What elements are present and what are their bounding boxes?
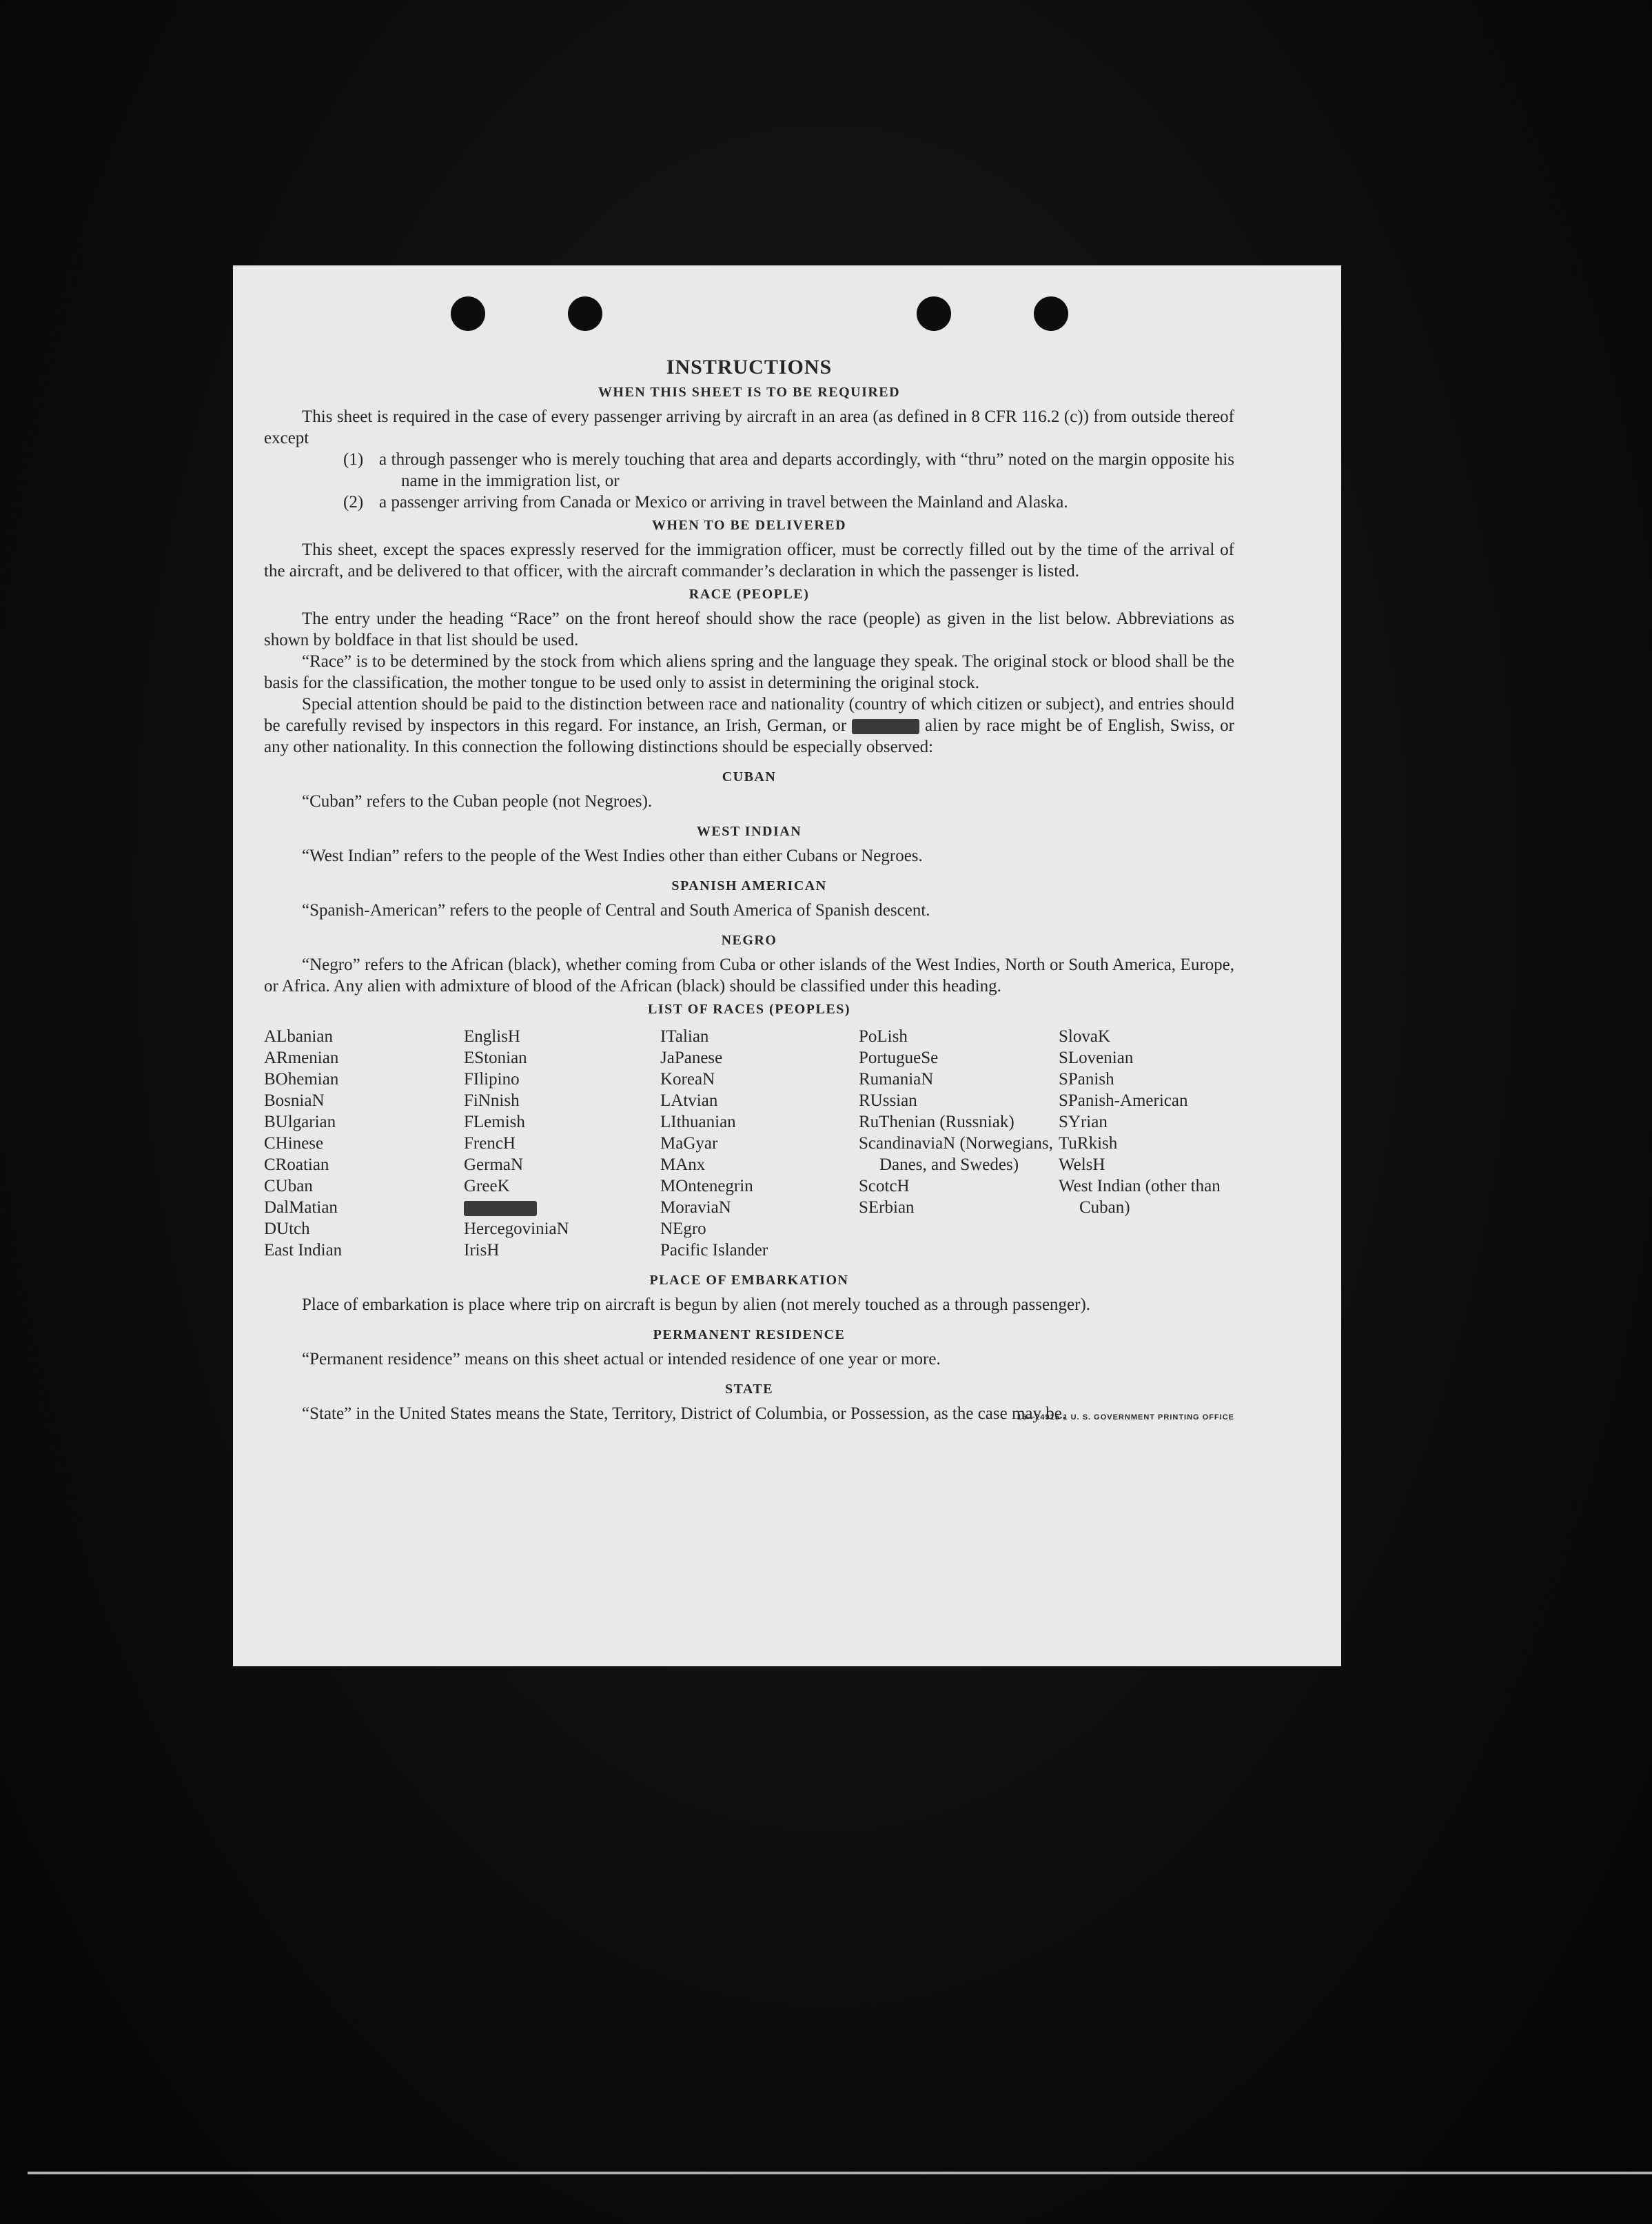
race-entry: RuThenian (Russniak) [859,1113,1014,1131]
film-edge-line [28,2172,1652,2174]
race-column [264,1026,464,1261]
race-entry: DUtch [264,1220,310,1238]
race-entry: NEgro [660,1220,706,1238]
item-number: (1) [343,450,364,469]
race-entry: IrisH [464,1241,500,1260]
race-entry: GermaN [464,1155,524,1174]
item-text: a passenger arriving from Canada or Mexico or arriving in travel between the Mainland and Alaska. [379,493,1068,512]
punch-hole [568,296,602,331]
required-intro: This sheet is required in the case of every passenger arriving by aircraft in an area (as defined in 8 CFR 116.2 (c)) from outside thereof except [264,407,1234,447]
race-paragraph-1: The entry under the heading “Race” on the front hereof should show the race (people) as given in the list below. Abbreviations as shown by boldface in that list should be used. [264,609,1234,649]
race-entry: MAnx [660,1155,706,1174]
race-paragraph-3: Special attention should be paid to the distinction between race and nationality (country of which citizen or subject), and entries should be carefully revised by inspectors in this regard. For instance, an Irish, German, or alien by race might be of English, Swiss, or any other nationality. In this connection the following distinctions should be especially observed: [264,695,1235,756]
sheet-content [264,355,1234,1424]
spanish-american-text: “Spanish-American” refers to the people of Central and South America of Spanish descent. [302,901,930,920]
race-entry: MaGyar [660,1134,718,1153]
race-column [660,1026,859,1261]
race-column [859,1026,1059,1261]
race-paragraph-2: “Race” is to be determined by the stock from which aliens spring and the language they speak. The original stock or blood shall be the basis for the classification, the mother tongue to be used only to assist in determining the original stock. [264,652,1234,692]
race-entry: ScandinaviaN (Norwegians, Danes, and Swedes) [859,1134,1053,1174]
heading-required: WHEN THIS SHEET IS TO BE REQUIRED [598,385,901,400]
item-text: a through passenger who is merely touching that area and departs accordingly, with “thru” noted on the margin opposite his name in the immigration list, or [379,450,1234,490]
race-entry: EStonian [464,1049,527,1067]
heading-race-list: LIST OF RACES (PEOPLES) [647,1002,850,1017]
heading-embarkation: PLACE OF EMBARKATION [649,1273,849,1288]
required-item [343,449,1234,492]
race-entry: JaPanese [660,1049,723,1067]
heading-cuban: CUBAN [722,769,777,785]
race-entry: West Indian (other than Cuban) [1059,1177,1221,1217]
race-entry: ITalian [660,1027,709,1046]
race-entry: GreeK [464,1177,510,1195]
race-entry: BUlgarian [264,1113,336,1131]
cuban-text: “Cuban” refers to the Cuban people (not Negroes). [302,792,653,811]
race-entry: EnglisH [464,1027,520,1046]
race-entry: FiNnish [464,1091,520,1110]
race-entry: CRoatian [264,1155,329,1174]
race-entry: SPanish-American [1059,1091,1188,1110]
race-column [464,1026,660,1261]
race-entry: Pacific Islander [660,1241,768,1260]
race-entry: FIlipino [464,1070,520,1089]
race-entry: BosniaN [264,1091,325,1110]
race-entry: FLemish [464,1113,525,1131]
race-entry: FrencH [464,1134,516,1153]
heading-negro: NEGRO [721,933,777,948]
race-entry: ALbanian [264,1027,333,1046]
heading-residence: PERMANENT RESIDENCE [653,1327,846,1342]
race-entry: HercegoviniaN [464,1220,569,1238]
instruction-sheet [233,265,1341,1666]
race-entry: SYrian [1059,1113,1108,1131]
race-entry: SPanish [1059,1070,1114,1089]
race-entry: CHinese [264,1134,324,1153]
negro-text: “Negro” refers to the African (black), whether coming from Cuba or other islands of the West Indies, North or South America, Europe, or Africa. Any alien with admixture of blood of the African (black) should be classified under this heading. [264,956,1234,995]
residence-text: “Permanent residence” means on this sheet actual or intended residence of one year or more. [302,1350,941,1368]
race-entry: CUban [264,1177,313,1195]
punch-hole [451,296,485,331]
race-entry: RUssian [859,1091,917,1110]
redaction-mark [464,1201,537,1216]
west-indian-text: “West Indian” refers to the people of the West Indies other than either Cubans or Negroes. [302,847,923,865]
punch-hole [917,296,951,331]
race-entry: MoraviaN [660,1198,731,1217]
race-entry: MOntenegrin [660,1177,753,1195]
printing-office-imprint: 16—24915-1 U. S. GOVERNMENT PRINTING OFFICE [1017,1413,1234,1422]
race-entry: ARmenian [264,1049,339,1067]
embarkation-text: Place of embarkation is place where trip on aircraft is begun by alien (not merely touched as a through passenger). [302,1295,1091,1314]
redaction-mark [852,719,919,734]
race-entry: BOhemian [264,1070,339,1089]
race-entry: East Indian [264,1241,343,1260]
heading-west-indian: WEST INDIAN [696,824,802,839]
heading-delivered: WHEN TO BE DELIVERED [651,518,847,533]
race-entry: WelsH [1059,1155,1105,1174]
punch-hole [1034,296,1068,331]
race-entry: PortugueSe [859,1049,939,1067]
race-entry: LIthuanian [660,1113,736,1131]
race-entry: DalMatian [264,1198,338,1217]
race-entry: KoreaN [660,1070,715,1089]
race-entry: TuRkish [1059,1134,1118,1153]
heading-state: STATE [724,1382,774,1397]
state-text: “State” in the United States means the State, Territory, District of Columbia, or Possession, as the case may be. [302,1404,1067,1423]
race-entry [464,1197,660,1218]
heading-race: RACE (PEOPLE) [689,587,810,602]
race-list-table [264,1026,1234,1261]
race-entry: SErbian [859,1198,915,1217]
race-column [1059,1026,1234,1261]
page-title: INSTRUCTIONS [666,356,833,378]
delivered-text: This sheet, except the spaces expressly reserved for the immigration officer, must be correctly filled out by the time of the arrival of the aircraft, and be delivered to that officer, with the aircraft commander’s declaration in which the passenger is listed. [264,540,1234,580]
item-number: (2) [343,493,364,512]
race-entry: PoLish [859,1027,908,1046]
race-entry: LAtvian [660,1091,718,1110]
race-entry: SlovaK [1059,1027,1110,1046]
race-entry: RumaniaN [859,1070,934,1089]
required-item [343,492,1234,513]
heading-spanish-american: SPANISH AMERICAN [671,878,827,893]
race-entry: ScotcH [859,1177,910,1195]
race-entry: SLovenian [1059,1049,1134,1067]
state-block [264,1403,1234,1424]
